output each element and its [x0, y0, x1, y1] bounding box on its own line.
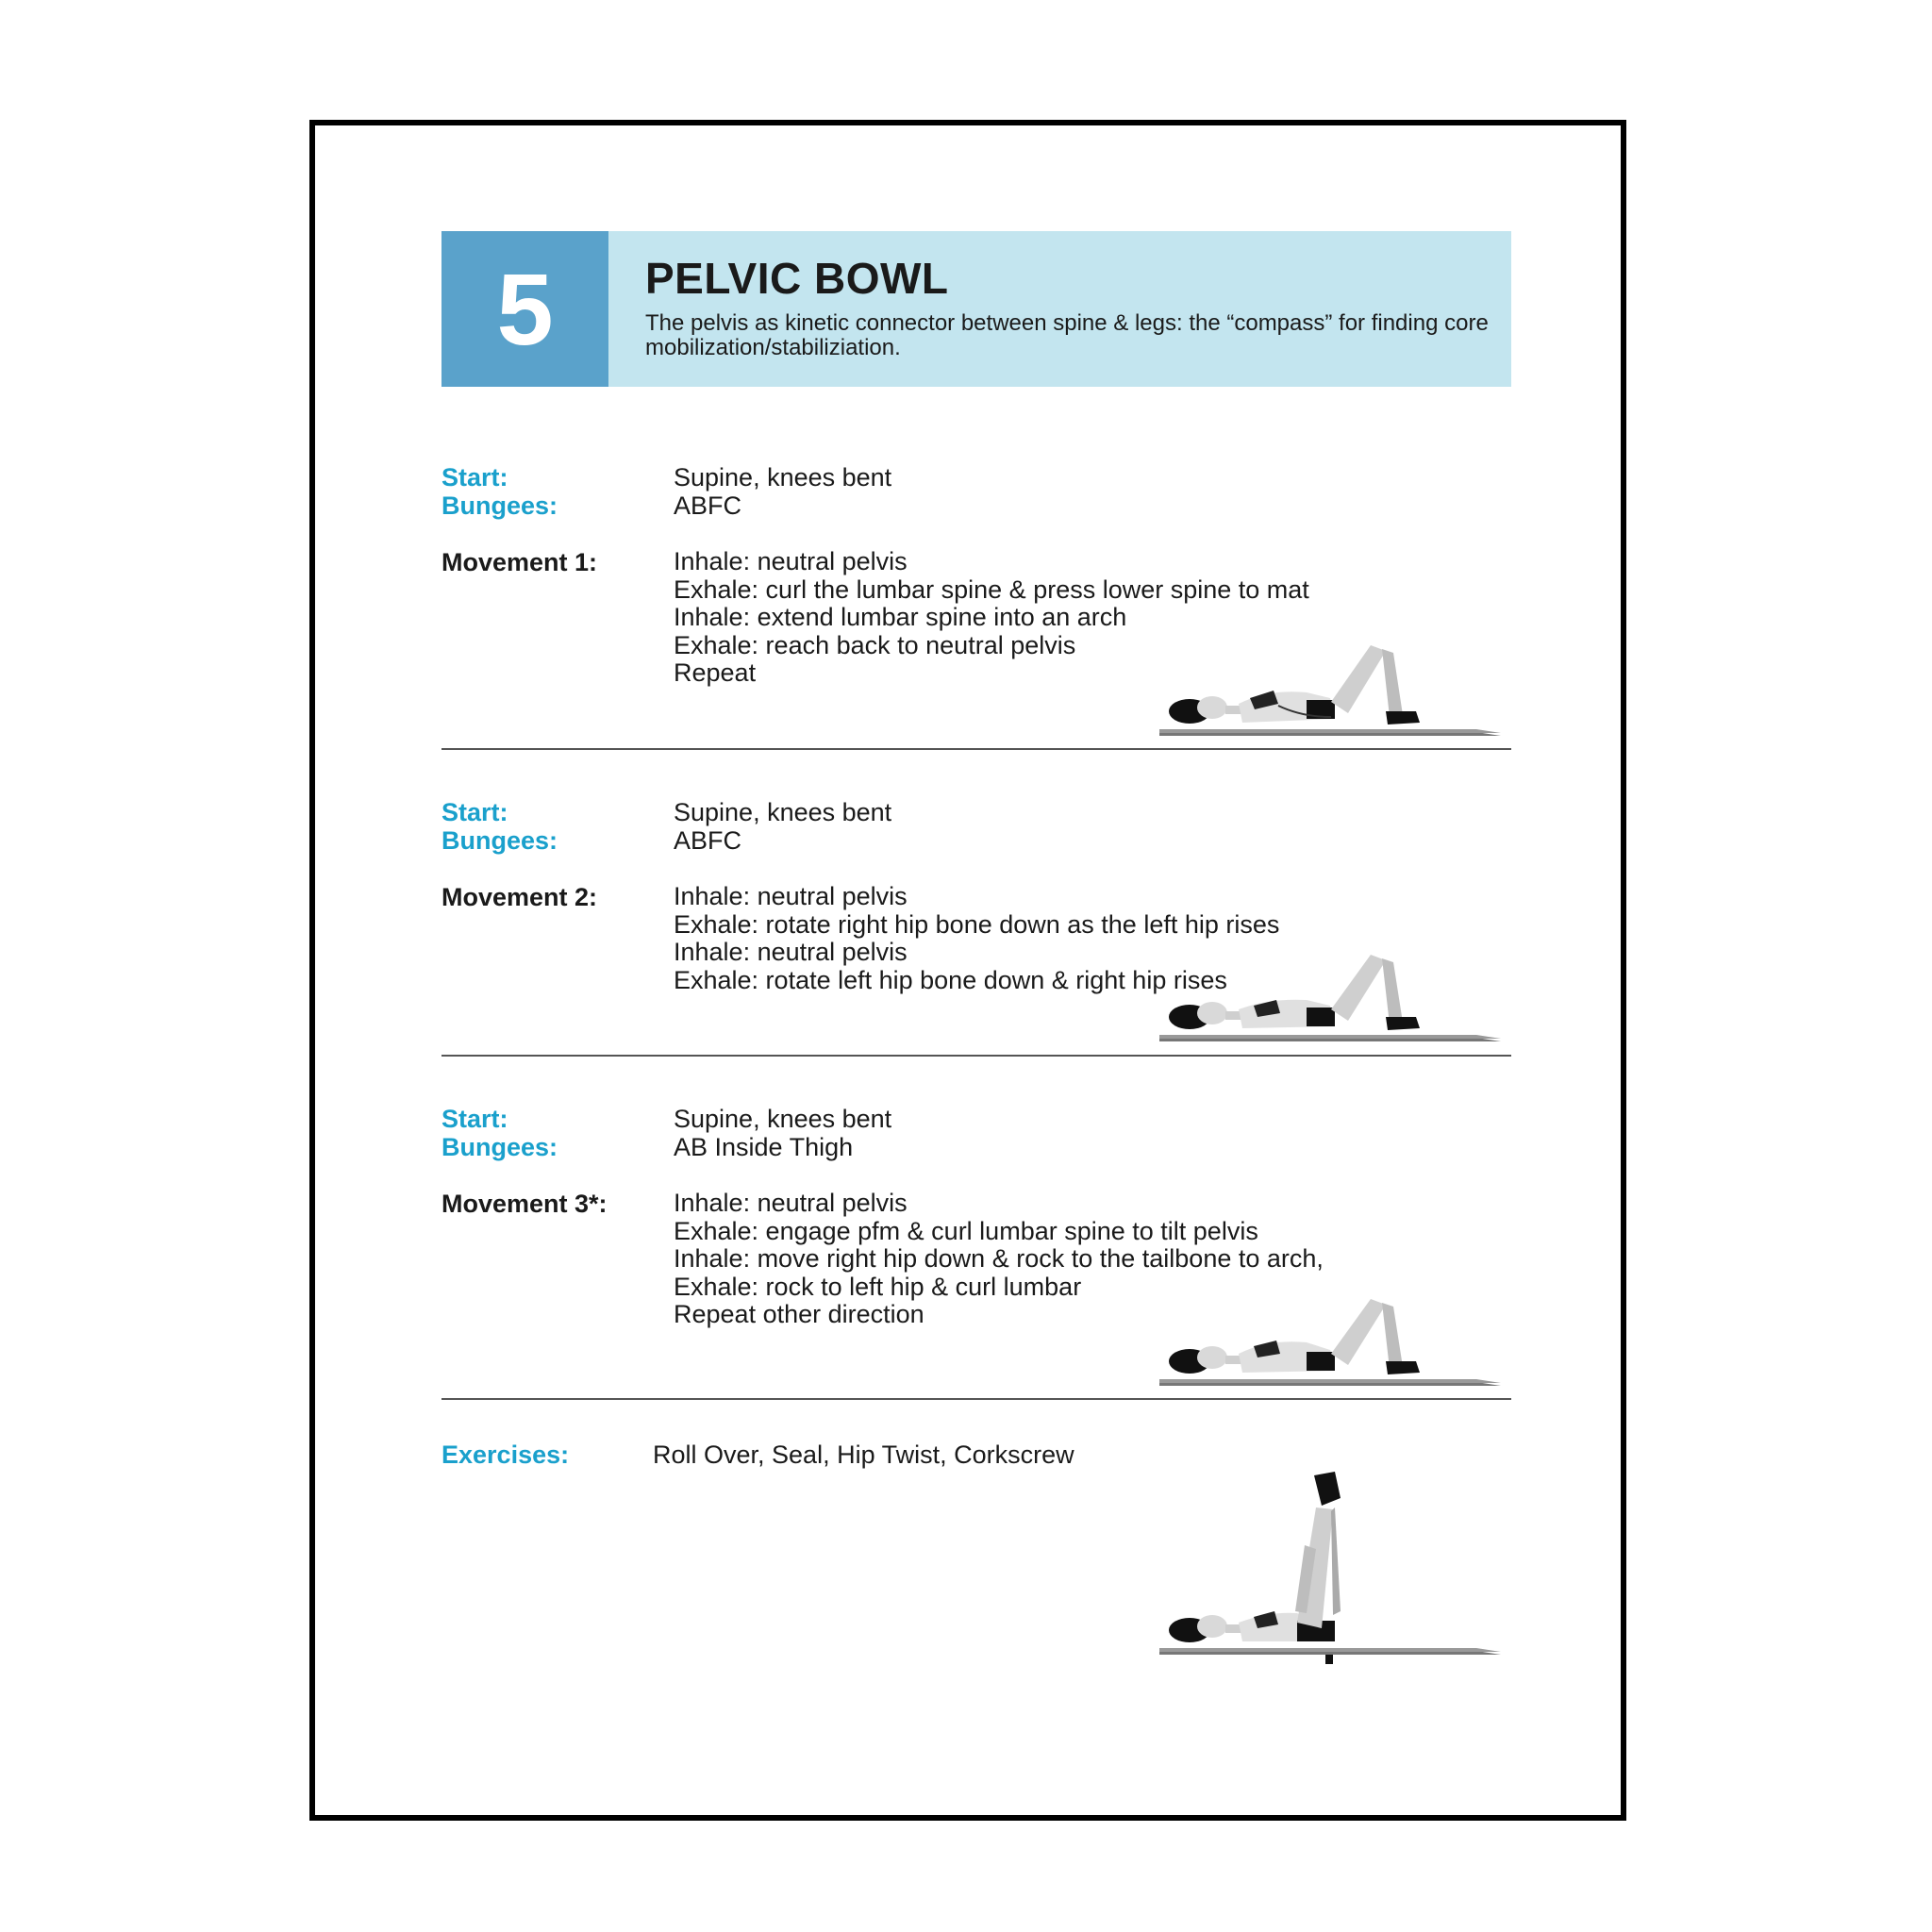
step-line: Exhale: rotate left hip bone down & right hip rises — [674, 965, 1227, 994]
start-value: Supine, knees bent — [674, 1105, 892, 1133]
movement-label: Movement 2: — [441, 883, 598, 911]
step-line: Exhale: rock to left hip & curl lumbar — [674, 1272, 1082, 1301]
bungees-label: Bungees: — [441, 1133, 558, 1161]
step-line: Inhale: extend lumbar spine into an arch — [674, 603, 1127, 632]
start-label: Start: — [441, 463, 508, 491]
exercise-figure-supine-knees-bent — [1156, 641, 1505, 741]
step-line: Exhale: rotate right hip bone down as the left hip rises — [674, 909, 1280, 939]
exercises-value: Roll Over, Seal, Hip Twist, Corkscrew — [653, 1441, 1074, 1469]
exercise-figure-supine-knees-bent — [1156, 951, 1505, 1050]
start-value: Supine, knees bent — [674, 463, 892, 491]
bungees-value: AB Inside Thigh — [674, 1133, 854, 1161]
bungees-label: Bungees: — [441, 491, 558, 520]
step-line: Inhale: move right hip down & rock to the tailbone to arch, — [674, 1244, 1324, 1274]
start-value: Supine, knees bent — [674, 798, 892, 826]
exercises-label: Exercises: — [441, 1441, 570, 1469]
page-subtitle: The pelvis as kinetic connector between spine & legs: the “compass” for finding core mobilization/stabiliziation. — [645, 310, 1489, 360]
step-line: Inhale: neutral pelvis — [674, 882, 908, 910]
movement-label: Movement 1: — [441, 548, 598, 576]
exercise-figure-supine-knees-bent — [1156, 1295, 1505, 1394]
page-title: PELVIC BOWL — [645, 254, 949, 303]
step-line: Exhale: curl the lumbar spine & press lower spine to mat — [674, 575, 1309, 604]
chapter-number: 5 — [496, 252, 554, 366]
step-line: Repeat — [674, 658, 757, 688]
step-line: Inhale: neutral pelvis — [674, 1189, 908, 1217]
chapter-number-box — [441, 231, 608, 387]
start-label: Start: — [441, 798, 508, 826]
step-line: Exhale: engage pfm & curl lumbar spine to tilt pelvis — [674, 1216, 1258, 1245]
bungees-label: Bungees: — [441, 826, 558, 855]
bungees-value: ABFC — [674, 826, 742, 855]
step-line: Inhale: neutral pelvis — [674, 547, 908, 575]
bungees-value: ABFC — [674, 491, 742, 520]
section-divider — [441, 748, 1511, 750]
step-line: Inhale: neutral pelvis — [674, 938, 908, 967]
section-divider — [441, 1055, 1511, 1057]
movement-label: Movement 3*: — [441, 1190, 608, 1218]
step-line: Exhale: reach back to neutral pelvis — [674, 630, 1076, 659]
section-divider — [441, 1398, 1511, 1400]
exercise-figure-leg-raise — [1156, 1470, 1505, 1673]
step-line: Repeat other direction — [674, 1300, 924, 1329]
start-label: Start: — [441, 1105, 508, 1133]
